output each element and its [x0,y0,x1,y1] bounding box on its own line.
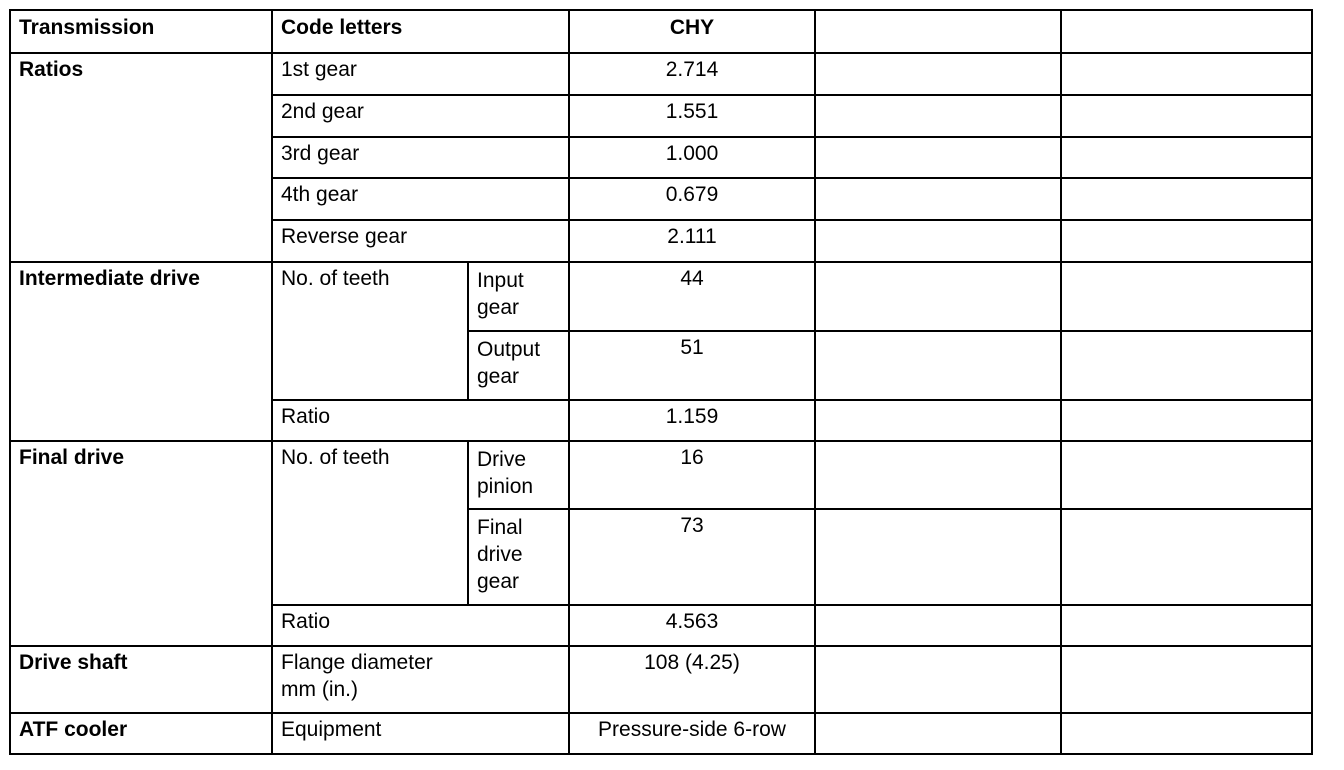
empty-cell [1061,605,1312,646]
empty-cell [1061,713,1312,754]
specifications-table [9,9,1313,755]
empty-cell [815,95,1061,137]
ratio-value: 2.111 [569,220,815,262]
empty-cell [1061,262,1312,331]
empty-cell [815,400,1061,441]
ratio-value: 2.714 [569,53,815,95]
ratios-label: Ratios [10,53,272,262]
blank-cell [468,95,569,137]
final-drive-gear-value: 73 [569,509,815,605]
table-row [10,53,1312,95]
empty-cell [1061,178,1312,220]
header-blank [468,10,569,53]
blank-cell [468,220,569,262]
blank-cell [468,646,569,713]
empty-cell [1061,10,1312,53]
ratio-value: 1.000 [569,137,815,178]
empty-cell [815,605,1061,646]
empty-cell [1061,331,1312,400]
ratio-label: Ratio [272,400,468,441]
code-value: CHY [569,10,815,53]
output-gear-value: 51 [569,331,815,400]
blank-cell [468,178,569,220]
empty-cell [815,509,1061,605]
header-row [10,10,1312,53]
equipment-value: Pressure-side 6-row [569,713,815,754]
atf-cooler-label: ATF cooler [10,713,272,754]
teeth-label: No. of teeth [272,441,468,605]
empty-cell [1061,441,1312,509]
table-row [10,713,1312,754]
empty-cell [1061,137,1312,178]
ratio-value: 1.159 [569,400,815,441]
flange-diameter-text: Flange diameter mm (in.) [281,651,433,701]
ratio-value: 0.679 [569,178,815,220]
ratio-item: 3rd gear [272,137,468,178]
teeth-label: No. of teeth [272,262,468,400]
code-letters-header: Code letters [272,10,468,53]
empty-cell [815,646,1061,713]
empty-cell [815,137,1061,178]
empty-cell [1061,646,1312,713]
ratio-item: 2nd gear [272,95,468,137]
empty-cell [815,10,1061,53]
flange-diameter-value: 108 (4.25) [569,646,815,713]
ratio-item: 1st gear [272,53,468,95]
blank-cell [468,400,569,441]
empty-cell [815,441,1061,509]
empty-cell [815,178,1061,220]
final-drive-label: Final drive [10,441,272,646]
output-gear-label: Output gear [468,331,569,400]
drive-pinion-label: Drive pinion [468,441,569,509]
ratio-value: 4.563 [569,605,815,646]
ratio-label: Ratio [272,605,468,646]
ratio-item: Reverse gear [272,220,468,262]
blank-cell [468,53,569,95]
empty-cell [815,220,1061,262]
blank-cell [468,137,569,178]
empty-cell [815,713,1061,754]
empty-cell [815,331,1061,400]
blank-cell [468,605,569,646]
empty-cell [1061,95,1312,137]
intermediate-drive-label: Intermediate drive [10,262,272,441]
empty-cell [1061,509,1312,605]
equipment-label: Equipment [272,713,468,754]
empty-cell [815,53,1061,95]
table-row [10,441,1312,509]
ratio-item: 4th gear [272,178,468,220]
table-row [10,646,1312,713]
empty-cell [1061,400,1312,441]
drive-shaft-label: Drive shaft [10,646,272,713]
table-row [10,262,1312,331]
empty-cell [1061,220,1312,262]
ratio-value: 1.551 [569,95,815,137]
empty-cell [815,262,1061,331]
empty-cell [1061,53,1312,95]
drive-pinion-value: 16 [569,441,815,509]
flange-diameter-label [272,646,468,713]
transmission-header: Transmission [10,10,272,53]
input-gear-label: Input gear [468,262,569,331]
blank-cell [468,713,569,754]
input-gear-value: 44 [569,262,815,331]
final-drive-gear-label: Final drive gear [468,509,569,605]
